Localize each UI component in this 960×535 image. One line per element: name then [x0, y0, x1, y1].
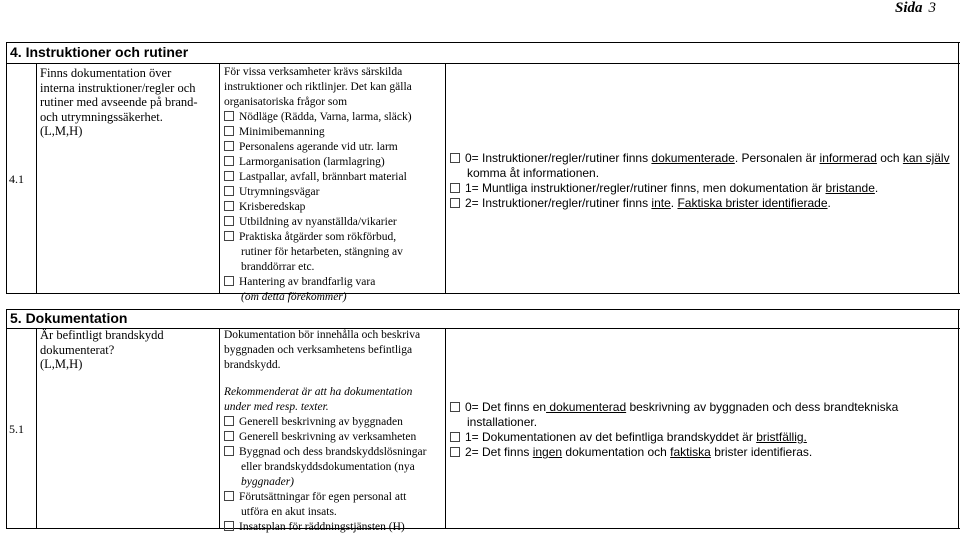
table-border [6, 528, 960, 529]
checkbox-icon [224, 186, 234, 196]
checkbox-icon [450, 432, 460, 442]
criteria-4-1: 0= Instruktioner/regler/rutiner finns dokumenterade. Personalen är informerad och kan själv komma åt informationen. 1= Muntliga instruktioner/regler/rutiner finns, men dokumentation är bristande. 2= Instruktioner/regler/rutiner finns inte. Faktiska brister identifierade. [450, 151, 950, 211]
checkbox-icon [224, 431, 234, 441]
criterion-2: 2= Instruktioner/regler/rutiner finns inte. Faktiska brister identifierade. [450, 196, 950, 211]
table-border [219, 63, 220, 293]
guidance-bullet: Nödläge (Rädda, Varna, larma, släck) [224, 110, 412, 125]
checkbox-icon [224, 111, 234, 121]
table-border [958, 42, 959, 293]
guidance-bullet: Larmorganisation (larmlagring) [224, 155, 412, 170]
checkbox-icon [224, 416, 234, 426]
page-number-label [895, 0, 936, 17]
guidance-bullet: Lastpallar, avfall, brännbart material [224, 170, 412, 185]
table-border [6, 293, 960, 294]
criterion-2: 2= Det finns ingen dokumentation och faktiska brister identifieras. [450, 445, 898, 460]
table-border [219, 328, 220, 528]
criterion-1: 1= Muntliga instruktioner/regler/rutiner finns, men dokumentation är bristande. [450, 181, 950, 196]
guidance-4-1: För vissa verksamheter krävs särskilda instruktioner och riktlinjer. Det kan gälla organisatoriska frågor som Nödläge (Rädda, Varna, larma, släck) Minimibemanning Personalens agerande vid utr. larm Larmorganisation (larmlagring) Lastpallar, avfall, brännbart material Utrymningsvägar Krisberedskap Utbildning av nyanställda/vikarier Praktiska åtgärder som rökförbud, rutiner för hetarbeten, stängning av branddörrar etc. Hantering av brandfarlig vara (om detta förekommer) [224, 66, 412, 303]
guidance-bullet: Generell beskrivning av verksamheten [224, 430, 427, 445]
guidance-bullet: Insatsplan för räddningstjänsten (H) [224, 520, 427, 535]
page-label: Sida [894, 0, 923, 16]
item-number-4-1: 4.1 [9, 172, 24, 186]
table-border [36, 63, 37, 293]
checkbox-icon [224, 276, 234, 286]
page-number: 3 [928, 0, 936, 16]
checkbox-icon [450, 153, 460, 163]
checkbox-icon [224, 231, 234, 241]
criteria-5-1: 0= Det finns en dokumenterad beskrivning av byggnaden och dess brandtekniska installationer. 1= Dokumentationen av det befintliga brandskyddet är bristfällig. 2= Det finns ingen dokumentation och faktiska brister identifieras. [450, 400, 898, 460]
guidance-bullet: Utrymningsvägar [224, 185, 412, 200]
guidance-bullet: Byggnad och dess brandskyddslösningar [224, 445, 427, 460]
criterion-0: 0= Instruktioner/regler/rutiner finns dokumenterade. Personalen är informerad och kan själv [450, 151, 950, 166]
table-border [958, 309, 959, 528]
table-border [36, 328, 37, 528]
criterion-1: 1= Dokumentationen av det befintliga brandskyddet är bristfällig. [450, 430, 898, 445]
table-border [6, 309, 960, 310]
checkbox-icon [224, 201, 234, 211]
checkbox-icon [224, 171, 234, 181]
guidance-bullet: Minimibemanning [224, 125, 412, 140]
table-border [6, 309, 7, 528]
checkbox-icon [450, 183, 460, 193]
table-border [445, 63, 446, 293]
guidance-bullet: Personalens agerande vid utr. larm [224, 140, 412, 155]
checkbox-icon [224, 491, 234, 501]
checkbox-icon [224, 141, 234, 151]
criterion-0: 0= Det finns en dokumenterad beskrivning av byggnaden och dess brandtekniska [450, 400, 898, 415]
table-border [445, 328, 446, 528]
guidance-bullet: Förutsättningar för egen personal att [224, 490, 427, 505]
checkbox-icon [224, 156, 234, 166]
guidance-bullet: Hantering av brandfarlig vara [224, 275, 412, 290]
section-5-title: 5. Dokumentation [10, 310, 128, 326]
section-4-title: 4. Instruktioner och rutiner [10, 44, 189, 60]
guidance-bullet: Generell beskrivning av byggnaden [224, 415, 427, 430]
checkbox-icon [224, 446, 234, 456]
question-4-1: Finns dokumentation över interna instruktioner/regler och rutiner med avseende på brand- och utrymningssäkerhet. (L,M,H) [40, 66, 198, 138]
checkbox-icon [224, 126, 234, 136]
checkbox-icon [450, 198, 460, 208]
guidance-bullet: Utbildning av nyanställda/vikarier [224, 215, 412, 230]
table-border [6, 42, 960, 43]
guidance-bullet: Krisberedskap [224, 200, 412, 215]
checkbox-icon [224, 216, 234, 226]
checkbox-icon [450, 402, 460, 412]
item-number-5-1: 5.1 [9, 422, 24, 436]
guidance-5-1: Dokumentation bör innehålla och beskriva byggnaden och verksamhetens befintliga brandskydd. Rekommenderat är att ha dokumentation under med resp. texter. Generell beskrivning av byggnaden Generell beskrivning av verksamheten Byggnad och dess brandskyddslösningar eller brandskyddsdokumentation (nya byggnader) Förutsättningar för egen personal att utföra en akut insats. Insatsplan för räddningstjänsten (H) [224, 329, 427, 533]
checkbox-icon [450, 447, 460, 457]
table-border [6, 63, 960, 64]
guidance-bullet: Praktiska åtgärder som rökförbud, [224, 230, 412, 245]
table-border [6, 42, 7, 293]
checkbox-icon [224, 521, 234, 531]
question-5-1: Är befintligt brandskydd dokumenterat? (L,M,H) [40, 328, 164, 371]
